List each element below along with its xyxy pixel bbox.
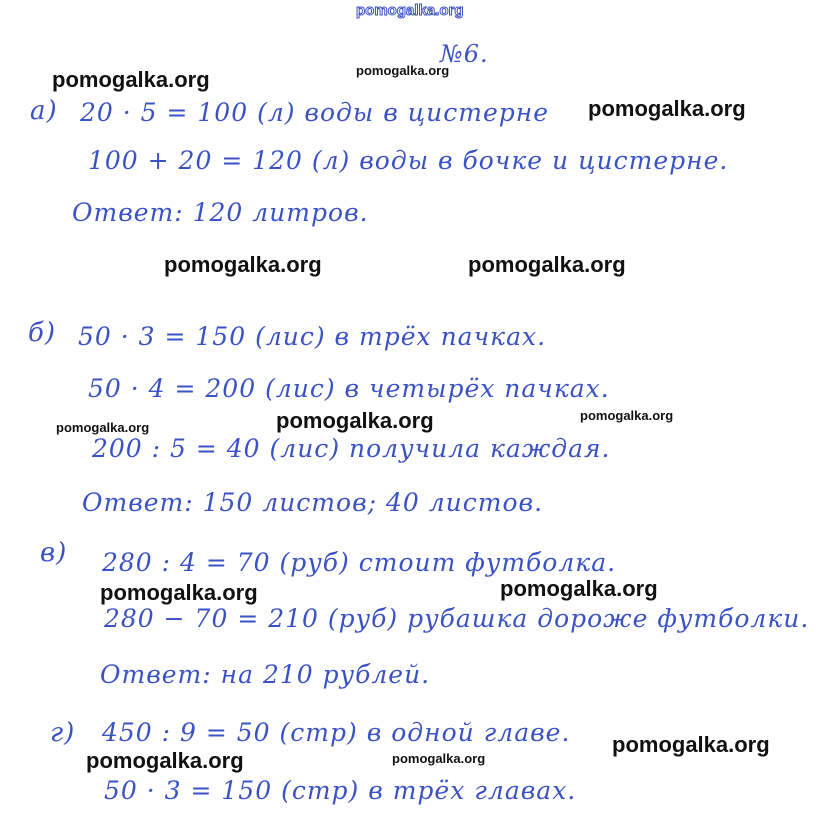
- watermark: pomogalka.org: [588, 96, 746, 121]
- watermark: pomogalka.org: [580, 408, 674, 423]
- part-b-line-1: 50 · 3 = 150 (лис) в трёх пачках.: [78, 322, 547, 351]
- part-g-line-1: 450 : 9 = 50 (стр) в одной главе.: [102, 718, 571, 747]
- watermark: pomogalka.org: [468, 252, 626, 277]
- part-g-marker: г): [50, 718, 76, 748]
- problem-number: №6.: [440, 40, 489, 68]
- part-b-line-3: 200 : 5 = 40 (лис) получила каждая.: [92, 434, 611, 463]
- part-b-line-2: 50 · 4 = 200 (лис) в четырёх пачках.: [88, 374, 610, 403]
- watermark: pomogalka.org: [56, 420, 150, 435]
- watermark: pomogalka.org: [276, 408, 434, 433]
- part-b-answer: Ответ: 150 листов; 40 листов.: [82, 488, 544, 517]
- part-v-answer: Ответ: на 210 рублей.: [100, 660, 431, 689]
- part-a-marker: а): [30, 96, 58, 126]
- watermark: pomogalka.org: [612, 732, 770, 757]
- part-v-line-2: 280 − 70 = 210 (руб) рубашка дороже футболки.: [104, 604, 810, 633]
- part-a-line-2: 100 + 20 = 120 (л) воды в бочке и цистерне.: [88, 146, 729, 175]
- part-a-answer: Ответ: 120 литров.: [72, 198, 369, 227]
- part-v-line-1: 280 : 4 = 70 (руб) стоит футболка.: [102, 548, 617, 577]
- part-g-line-2: 50 · 3 = 150 (стр) в трёх главах.: [104, 776, 577, 805]
- watermark: pomogalka.org: [86, 748, 244, 773]
- watermark: pomogalka.org: [164, 252, 322, 277]
- watermark: pomogalka.org: [100, 580, 258, 605]
- watermark: pomogalka.org: [500, 576, 658, 601]
- watermark: pomogalka.org: [392, 751, 486, 766]
- part-a-line-1: 20 · 5 = 100 (л) воды в цистерне: [80, 98, 549, 127]
- watermark: pomogalka.org: [356, 63, 450, 78]
- part-v-marker: в): [40, 538, 68, 568]
- watermark: pomogalka.org: [52, 67, 210, 92]
- watermark-top: pomogalka.org: [356, 2, 464, 19]
- part-b-marker: б): [28, 318, 57, 348]
